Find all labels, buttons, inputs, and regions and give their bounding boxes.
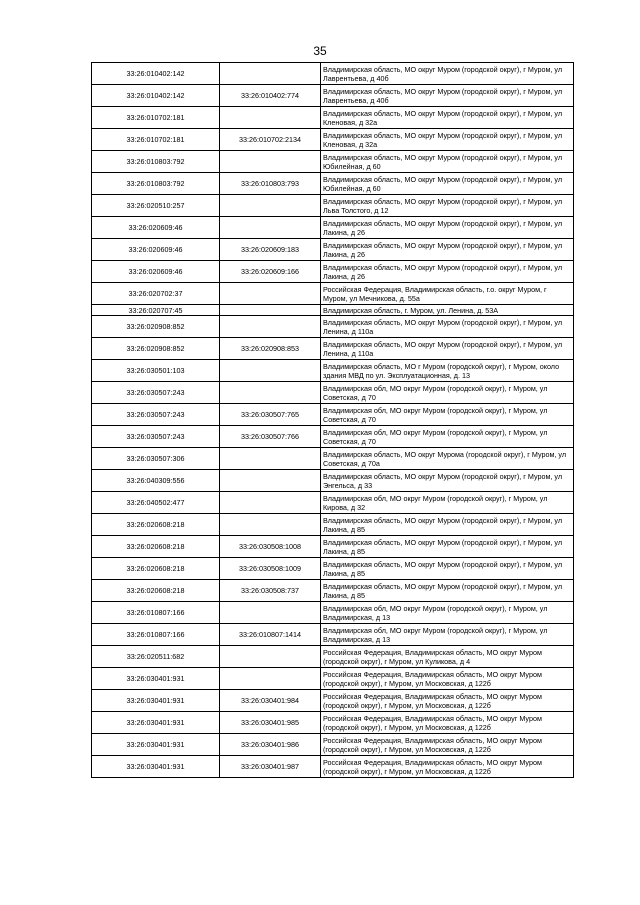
table-row bbox=[92, 470, 574, 492]
cadastral-number-cell: 33:26:020511:682 bbox=[92, 646, 220, 668]
address-cell: Российская Федерация, Владимирская область, МО округ Муром (городской округ), г Муром, ул Куликова, д 4 bbox=[321, 646, 574, 668]
address-cell: Владимирская обл, МО округ Муром (городской округ), г Муром, ул Советская, д 70 bbox=[321, 426, 574, 448]
table-row bbox=[92, 668, 574, 690]
cadastral-number-cell: 33:26:010807:166 bbox=[92, 624, 220, 646]
address-cell: Владимирская область, МО округ Муром (городской округ), г Муром, ул Ленина, д 110а bbox=[321, 338, 574, 360]
cadastral-number-cell: 33:26:020609:46 bbox=[92, 239, 220, 261]
table-row bbox=[92, 690, 574, 712]
table-row bbox=[92, 316, 574, 338]
table-row bbox=[92, 338, 574, 360]
sub-cadastral-number-cell: 33:26:030508:1008 bbox=[220, 536, 321, 558]
sub-cadastral-number-cell bbox=[220, 602, 321, 624]
address-cell: Владимирская область, МО округ Муром (городской округ), г Муром, ул Лаврентьева, д 40б bbox=[321, 85, 574, 107]
address-cell: Российская Федерация, Владимирская область, МО округ Муром (городской округ), г Муром, ул Московская, д 122б bbox=[321, 712, 574, 734]
address-cell: Владимирская область, МО округ Муром (городской округ), г Муром, ул Лаврентьева, д 40б bbox=[321, 63, 574, 85]
sub-cadastral-number-cell bbox=[220, 382, 321, 404]
address-cell: Владимирская обл, МО округ Муром (городской округ), г Муром, ул Кирова, д 32 bbox=[321, 492, 574, 514]
table-row bbox=[92, 448, 574, 470]
cadastral-number-cell: 33:26:030507:243 bbox=[92, 426, 220, 448]
cadastral-number-cell: 33:26:020609:46 bbox=[92, 261, 220, 283]
sub-cadastral-number-cell: 33:26:030507:766 bbox=[220, 426, 321, 448]
address-cell: Владимирская обл, МО округ Муром (городской округ), г Муром, ул Советская, д 70 bbox=[321, 404, 574, 426]
sub-cadastral-number-cell: 33:26:020609:183 bbox=[220, 239, 321, 261]
sub-cadastral-number-cell bbox=[220, 316, 321, 338]
cadastral-number-cell: 33:26:020608:218 bbox=[92, 558, 220, 580]
sub-cadastral-number-cell bbox=[220, 492, 321, 514]
table-row bbox=[92, 624, 574, 646]
sub-cadastral-number-cell bbox=[220, 646, 321, 668]
cadastral-number-cell: 33:26:020707:45 bbox=[92, 305, 220, 316]
sub-cadastral-number-cell bbox=[220, 107, 321, 129]
cadastral-number-cell: 33:26:040309:556 bbox=[92, 470, 220, 492]
sub-cadastral-number-cell: 33:26:020908:853 bbox=[220, 338, 321, 360]
address-cell: Владимирская область, МО округ Муром (городской округ), г Муром, ул Лакина, д 26 bbox=[321, 217, 574, 239]
address-cell: Владимирская область, МО округ Муром (городской округ), г Муром, ул Льва Толстого, д 12 bbox=[321, 195, 574, 217]
table-body bbox=[92, 63, 574, 778]
address-cell: Владимирская область, МО округ Мурома (городской округ), г Муром, ул Советская, д 70а bbox=[321, 448, 574, 470]
address-cell: Владимирская обл, МО округ Муром (городской округ), г Муром, ул Владимирская, д 13 bbox=[321, 602, 574, 624]
cadastral-number-cell: 33:26:030401:931 bbox=[92, 668, 220, 690]
sub-cadastral-number-cell bbox=[220, 63, 321, 85]
sub-cadastral-number-cell: 33:26:030401:985 bbox=[220, 712, 321, 734]
sub-cadastral-number-cell: 33:26:030401:986 bbox=[220, 734, 321, 756]
sub-cadastral-number-cell: 33:26:030508:737 bbox=[220, 580, 321, 602]
address-cell: Владимирская область, МО округ Муром (городской округ), г Муром, ул Ленина, д 110а bbox=[321, 316, 574, 338]
cadastral-number-cell: 33:26:030401:931 bbox=[92, 756, 220, 778]
cadastral-number-cell: 33:26:030507:306 bbox=[92, 448, 220, 470]
table-row bbox=[92, 195, 574, 217]
sub-cadastral-number-cell bbox=[220, 195, 321, 217]
table-row bbox=[92, 305, 574, 316]
cadastral-number-cell: 33:26:010807:166 bbox=[92, 602, 220, 624]
table-row bbox=[92, 107, 574, 129]
cadastral-number-cell: 33:26:030501:103 bbox=[92, 360, 220, 382]
cadastral-number-cell: 33:26:030401:931 bbox=[92, 690, 220, 712]
address-cell: Владимирская область, МО округ Муром (городской округ), г Муром, ул Лакина, д 26 bbox=[321, 261, 574, 283]
sub-cadastral-number-cell bbox=[220, 470, 321, 492]
address-cell: Владимирская обл, МО округ Муром (городской округ), г Муром, ул Советская, д 70 bbox=[321, 382, 574, 404]
table-row bbox=[92, 239, 574, 261]
table-row bbox=[92, 217, 574, 239]
sub-cadastral-number-cell bbox=[220, 360, 321, 382]
table-row bbox=[92, 426, 574, 448]
cadastral-number-cell: 33:26:010402:142 bbox=[92, 63, 220, 85]
cadastral-number-cell: 33:26:020609:46 bbox=[92, 217, 220, 239]
table-row bbox=[92, 85, 574, 107]
address-cell: Российская Федерация, Владимирская область, МО округ Муром (городской округ), г Муром, ул Московская, д 122б bbox=[321, 734, 574, 756]
cadastral-number-cell: 33:26:030401:931 bbox=[92, 734, 220, 756]
cadastral-number-cell: 33:26:020608:218 bbox=[92, 514, 220, 536]
cadastral-number-cell: 33:26:010803:792 bbox=[92, 173, 220, 195]
address-cell: Владимирская обл, МО округ Муром (городской округ), г Муром, ул Владимирская, д 13 bbox=[321, 624, 574, 646]
table-row bbox=[92, 734, 574, 756]
cadastral-number-cell: 33:26:020908:852 bbox=[92, 316, 220, 338]
sub-cadastral-number-cell bbox=[220, 217, 321, 239]
cadastral-table bbox=[91, 62, 574, 778]
address-cell: Российская Федерация, Владимирская область, г.о. округ Муром, г Муром, ул Мечникова, д. 55а bbox=[321, 283, 574, 305]
sub-cadastral-number-cell: 33:26:010803:793 bbox=[220, 173, 321, 195]
sub-cadastral-number-cell bbox=[220, 283, 321, 305]
address-cell: Владимирская область, МО округ Муром (городской округ), г Муром, ул Юбилейная, д 60 bbox=[321, 151, 574, 173]
table-row bbox=[92, 283, 574, 305]
address-cell: Российская Федерация, Владимирская область, МО округ Муром (городской округ), г Муром, ул Московская, д 122б bbox=[321, 668, 574, 690]
sub-cadastral-number-cell bbox=[220, 514, 321, 536]
cadastral-number-cell: 33:26:010702:181 bbox=[92, 129, 220, 151]
table-row bbox=[92, 492, 574, 514]
table-row bbox=[92, 404, 574, 426]
cadastral-number-cell: 33:26:020908:852 bbox=[92, 338, 220, 360]
cadastral-number-cell: 33:26:020608:218 bbox=[92, 536, 220, 558]
sub-cadastral-number-cell: 33:26:030401:984 bbox=[220, 690, 321, 712]
table-row bbox=[92, 151, 574, 173]
table-row bbox=[92, 514, 574, 536]
address-cell: Владимирская область, МО округ Муром (городской округ), г Муром, ул Кленовая, д 32а bbox=[321, 129, 574, 151]
table-row bbox=[92, 536, 574, 558]
sub-cadastral-number-cell: 33:26:030508:1009 bbox=[220, 558, 321, 580]
cadastral-number-cell: 33:26:030507:243 bbox=[92, 382, 220, 404]
cadastral-number-cell: 33:26:040502:477 bbox=[92, 492, 220, 514]
table-row bbox=[92, 261, 574, 283]
sub-cadastral-number-cell bbox=[220, 151, 321, 173]
sub-cadastral-number-cell bbox=[220, 668, 321, 690]
address-cell: Российская Федерация, Владимирская область, МО округ Муром (городской округ), г Муром, ул Московская, д 122б bbox=[321, 690, 574, 712]
table-row bbox=[92, 756, 574, 778]
table-row bbox=[92, 712, 574, 734]
sub-cadastral-number-cell: 33:26:010702:2134 bbox=[220, 129, 321, 151]
address-cell: Владимирская область, МО округ Муром (городской округ), г Муром, ул Лакина, д 85 bbox=[321, 558, 574, 580]
cadastral-number-cell: 33:26:010803:792 bbox=[92, 151, 220, 173]
sub-cadastral-number-cell: 33:26:010402:774 bbox=[220, 85, 321, 107]
table-row bbox=[92, 63, 574, 85]
sub-cadastral-number-cell: 33:26:010807:1414 bbox=[220, 624, 321, 646]
address-cell: Владимирская область, МО округ Муром (городской округ), г Муром, ул Юбилейная, д 60 bbox=[321, 173, 574, 195]
sub-cadastral-number-cell: 33:26:020609:166 bbox=[220, 261, 321, 283]
page-number: 35 bbox=[313, 44, 327, 58]
address-cell: Владимирская область, МО округ Муром (городской округ), г Муром, ул Лакина, д 26 bbox=[321, 239, 574, 261]
cadastral-number-cell: 33:26:020510:257 bbox=[92, 195, 220, 217]
sub-cadastral-number-cell: 33:26:030401:987 bbox=[220, 756, 321, 778]
address-cell: Российская Федерация, Владимирская область, МО округ Муром (городской округ), г Муром, ул Московская, д 122б bbox=[321, 756, 574, 778]
address-cell: Владимирская область, МО округ Муром (городской округ), г Муром, ул Лакина, д 85 bbox=[321, 514, 574, 536]
table-row bbox=[92, 382, 574, 404]
table-row bbox=[92, 558, 574, 580]
table-row bbox=[92, 602, 574, 624]
sub-cadastral-number-cell bbox=[220, 305, 321, 316]
sub-cadastral-number-cell bbox=[220, 448, 321, 470]
cadastral-number-cell: 33:26:020608:218 bbox=[92, 580, 220, 602]
cadastral-number-cell: 33:26:030507:243 bbox=[92, 404, 220, 426]
table-row bbox=[92, 173, 574, 195]
address-cell: Владимирская область, г. Муром, ул. Ленина, д. 53А bbox=[321, 305, 574, 316]
table-row bbox=[92, 646, 574, 668]
cadastral-number-cell: 33:26:020702:37 bbox=[92, 283, 220, 305]
address-cell: Владимирская область, МО округ Муром (городской округ), г Муром, ул Лакина, д 85 bbox=[321, 580, 574, 602]
table-row bbox=[92, 580, 574, 602]
address-cell: Владимирская область, МО округ Муром (городской округ), г Муром, ул Лакина, д 85 bbox=[321, 536, 574, 558]
table-row bbox=[92, 129, 574, 151]
cadastral-number-cell: 33:26:010402:142 bbox=[92, 85, 220, 107]
table-row bbox=[92, 360, 574, 382]
address-cell: Владимирская область, МО округ Муром (городской округ), г Муром, ул Энгельса, д 33 bbox=[321, 470, 574, 492]
cadastral-number-cell: 33:26:010702:181 bbox=[92, 107, 220, 129]
address-cell: Владимирская область, МО г Муром (городской округ), г Муром, около здания МВД по ул. Эксплуатационная, д. 13 bbox=[321, 360, 574, 382]
cadastral-number-cell: 33:26:030401:931 bbox=[92, 712, 220, 734]
address-cell: Владимирская область, МО округ Муром (городской округ), г Муром, ул Кленовая, д 32а bbox=[321, 107, 574, 129]
sub-cadastral-number-cell: 33:26:030507:765 bbox=[220, 404, 321, 426]
